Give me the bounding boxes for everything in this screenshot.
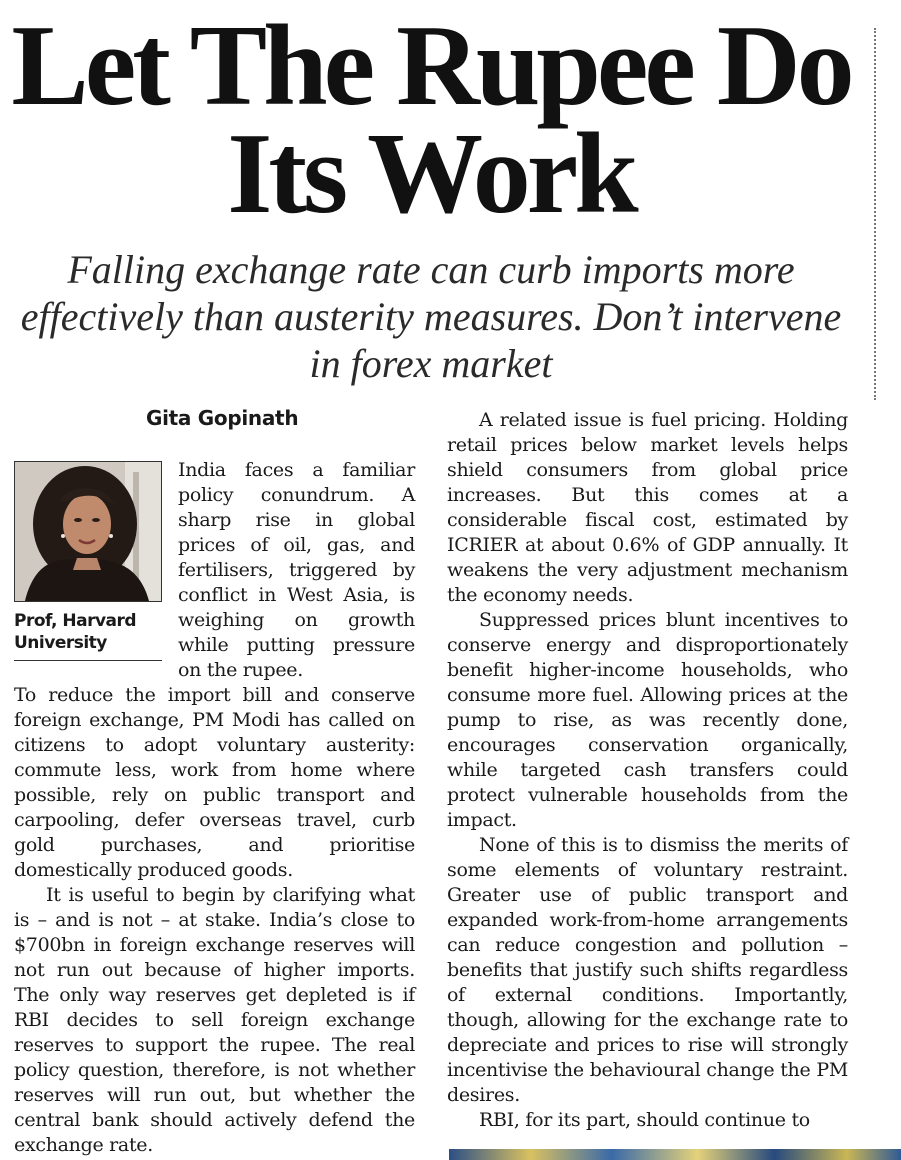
column1-intro-paragraph: India faces a familiar policy conundrum. A sharp rise in global prices of oil, gas, and fertilisers, triggered by conflict in West Asia, is weighing on growth while putting pressure on the rupee. (178, 459, 415, 681)
column-divider (874, 28, 876, 400)
column2-paragraph-2: Suppressed prices blunt incentives to conserve energy and disproportionately benefit higher-income households, who consume more fuel. Allowing prices at the pump to rise, as was recently done, encourages conservation organically, while targeted cash transfers could protect vulnerable households from the impact. (447, 609, 848, 831)
column1-intro-continued-paragraph: To reduce the import bill and conserve foreign exchange, PM Modi has called on citizens to adopt voluntary austerity: commute less, work from home where possible, rely on public transport and carpooling, defer overseas travel, curb gold purchases, and prioritise domestically produced goods. (14, 684, 415, 881)
deck: Falling exchange rate can curb imports more effectively than austerity measures. Don’t intervene in forex market (20, 247, 842, 386)
headline: Let The Rupee Do Its Work (11, 2, 851, 238)
column2-paragraph-1: A related issue is fuel pricing. Holding retail prices below market levels helps shield consumers from global price increases. But this comes at a considerable fiscal cost, estimated by ICRIER at about 0.6% of GDP annually. It weakens the very adjustment mechanism the economy needs. (447, 409, 848, 606)
adjacent-article-image (449, 1149, 901, 1160)
author-caption: Prof, Harvard University (14, 611, 137, 653)
byline: Gita Gopinath (146, 406, 299, 430)
column2-paragraph-4: RBI, for its part, should continue to (479, 1109, 810, 1131)
column1-paragraph-2: It is useful to begin by clarifying what is – and is not – at stake. India’s close to $700bn in foreign exchange reserves will not run out because of higher imports. The only way reserves get depleted is if RBI decides to sell foreign exchange reserves to support the rupee. The real policy question, therefore, is not whether reserves will run out, but whether the central bank should actively defend the exchange rate. (14, 884, 415, 1156)
column2-paragraph-3: None of this is to dismiss the merits of some elements of voluntary restraint. Greater use of public transport and expanded work-from-home arrangements can reduce congestion and pollution – benefits that justify such shifts regardless of external conditions. Importantly, though, allowing for the exchange rate to depreciate and prices to rise will strongly incentivise the behavioural change the PM desires. (447, 834, 848, 1106)
caption-divider (14, 660, 162, 661)
author-photo (14, 461, 162, 602)
